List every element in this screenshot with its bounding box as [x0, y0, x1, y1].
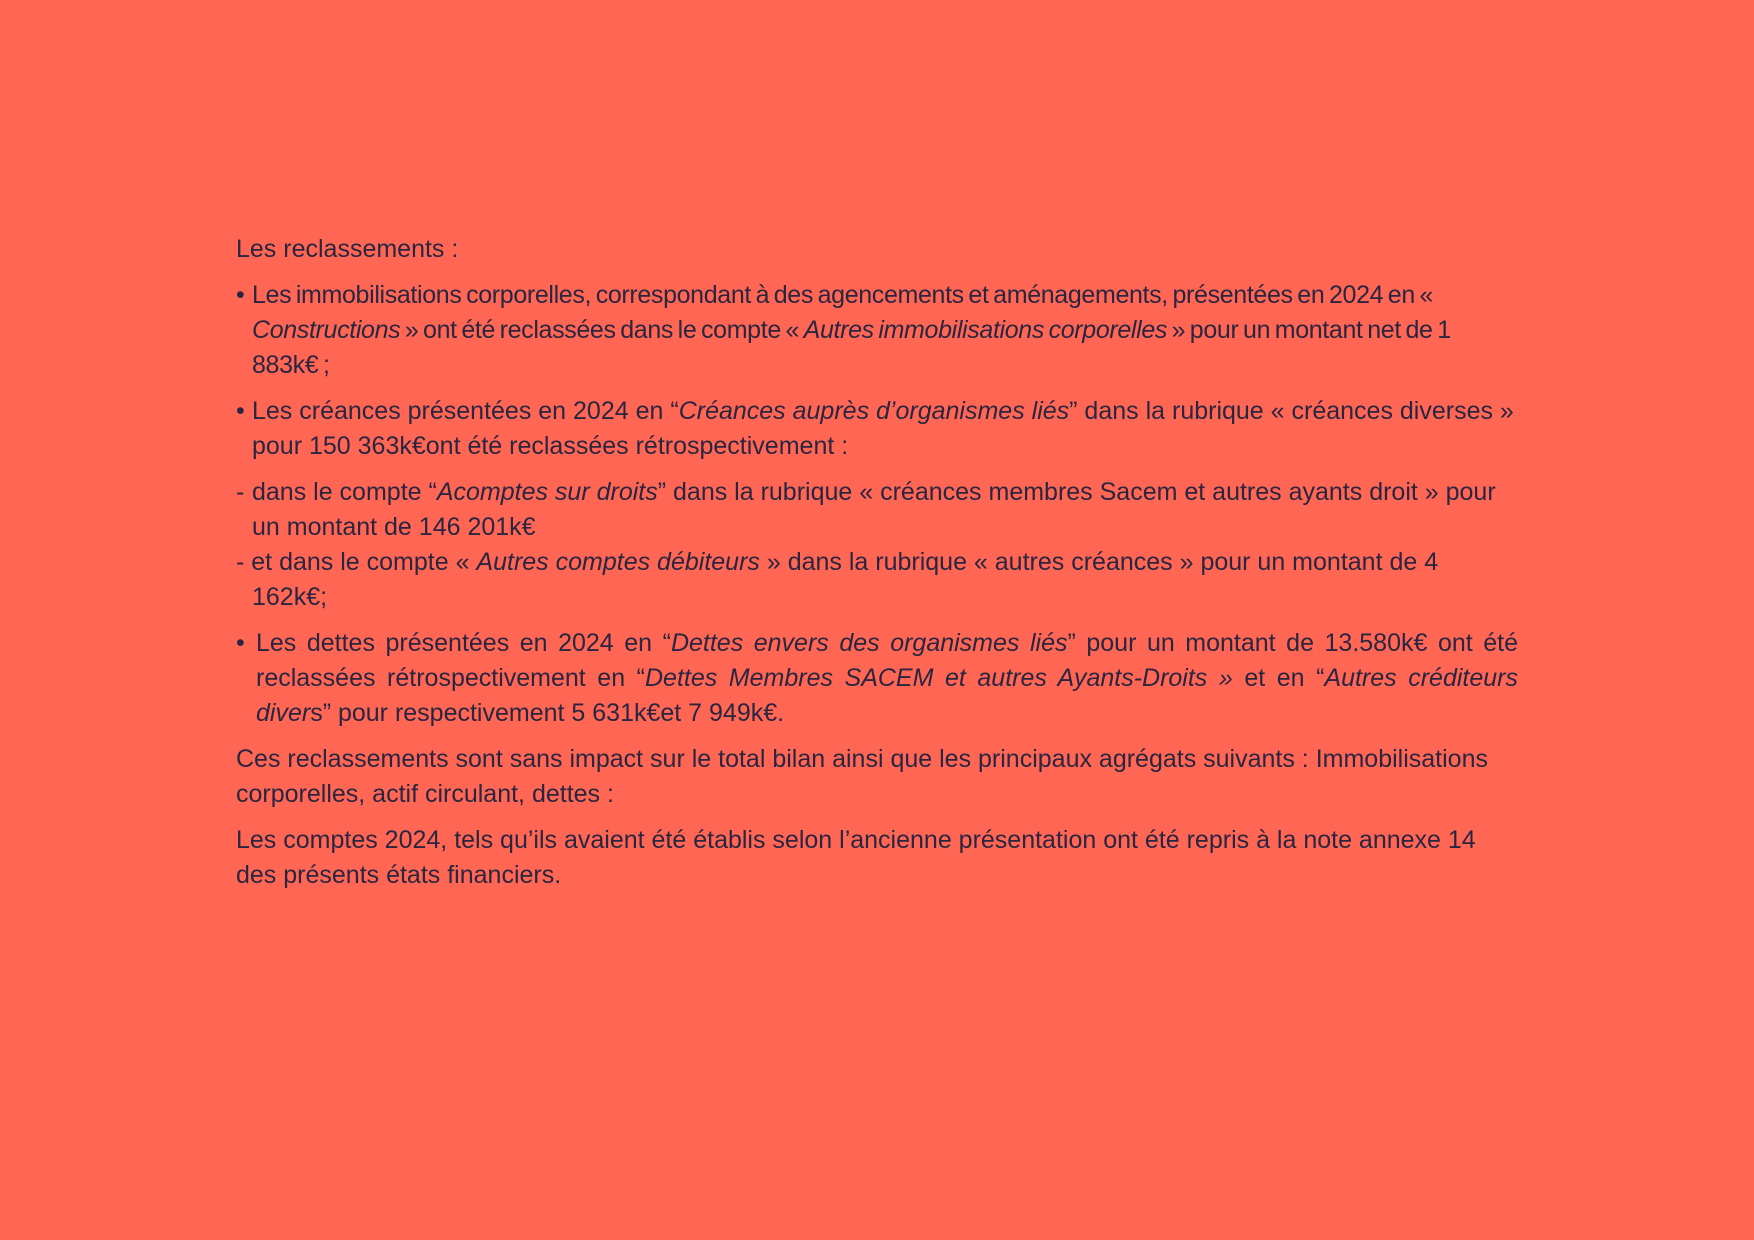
emphasis: Créances auprès d’organismes liés	[678, 397, 1070, 425]
bullet-text: Les immobilisations corporelles, correspondant à des agencements et aménagements, présentées en 2024 en « Constructions » ont été reclassées dans le compte « Autres immobilisations corporelles » pour un montant net de 1 883k€ ;	[252, 281, 1451, 379]
bullet-marker: •	[236, 397, 245, 425]
paragraph-impact: Ces reclassements sont sans impact sur le total bilan ainsi que les principaux agrégats suivants : Immobilisations corporelles, actif circulant, dettes :	[236, 745, 1488, 808]
document-body	[236, 232, 1518, 904]
paragraph-comptes-2024: Les comptes 2024, tels qu’ils avaient été établis selon l’ancienne présentation ont été repris à la note annexe 14 des présents états financiers.	[236, 826, 1476, 889]
bullet-text: Les créances présentées en 2024 en “Créances auprès d’organismes liés” dans la rubrique « créances diverses » pour 150 363k€ont été reclassées rétrospectivement :	[252, 397, 1514, 460]
bullet-item-dettes	[236, 626, 1518, 731]
dash-list	[236, 475, 1518, 615]
dash-marker: -	[236, 548, 245, 576]
bullet-marker: •	[236, 629, 245, 657]
dash-item-autres-comptes: - et dans le compte « Autres comptes débiteurs » dans la rubrique « autres créances » pour un montant de 4 162k€;	[236, 548, 1439, 611]
emphasis: Dettes Membres SACEM et autres Ayants-Droits »	[644, 664, 1233, 692]
intro-heading: Les reclassements :	[236, 235, 459, 263]
dash-text: dans le compte “Acomptes sur droits” dans la rubrique « créances membres Sacem et autres ayants droit » pour un montant de 146 201k€	[252, 478, 1496, 541]
emphasis: Constructions	[252, 316, 401, 344]
bullet-marker: •	[236, 281, 245, 309]
bullet-item-creances	[236, 394, 1518, 464]
bullet-text: Les dettes présentées en 2024 en “Dettes envers des organismes liés” pour un montant de 13.580k€ ont été reclassées rétrospectivement en “Dettes Membres SACEM et autres Ayants-Droits » et en “Autres créditeurs divers” pour respectivement 5 631k€et 7 949k€.	[256, 629, 1518, 727]
emphasis: Autres comptes débiteurs	[476, 548, 760, 576]
bullet-item-immobilisations	[236, 278, 1518, 383]
emphasis: Autres immobilisations corporelles	[803, 316, 1168, 344]
emphasis: Autres créditeurs diver	[256, 664, 1518, 727]
emphasis: Dettes envers des organismes liés	[670, 629, 1068, 657]
dash-marker: -	[236, 478, 245, 506]
dash-item-acomptes	[236, 475, 1518, 545]
emphasis: Acomptes sur droits	[436, 478, 658, 506]
